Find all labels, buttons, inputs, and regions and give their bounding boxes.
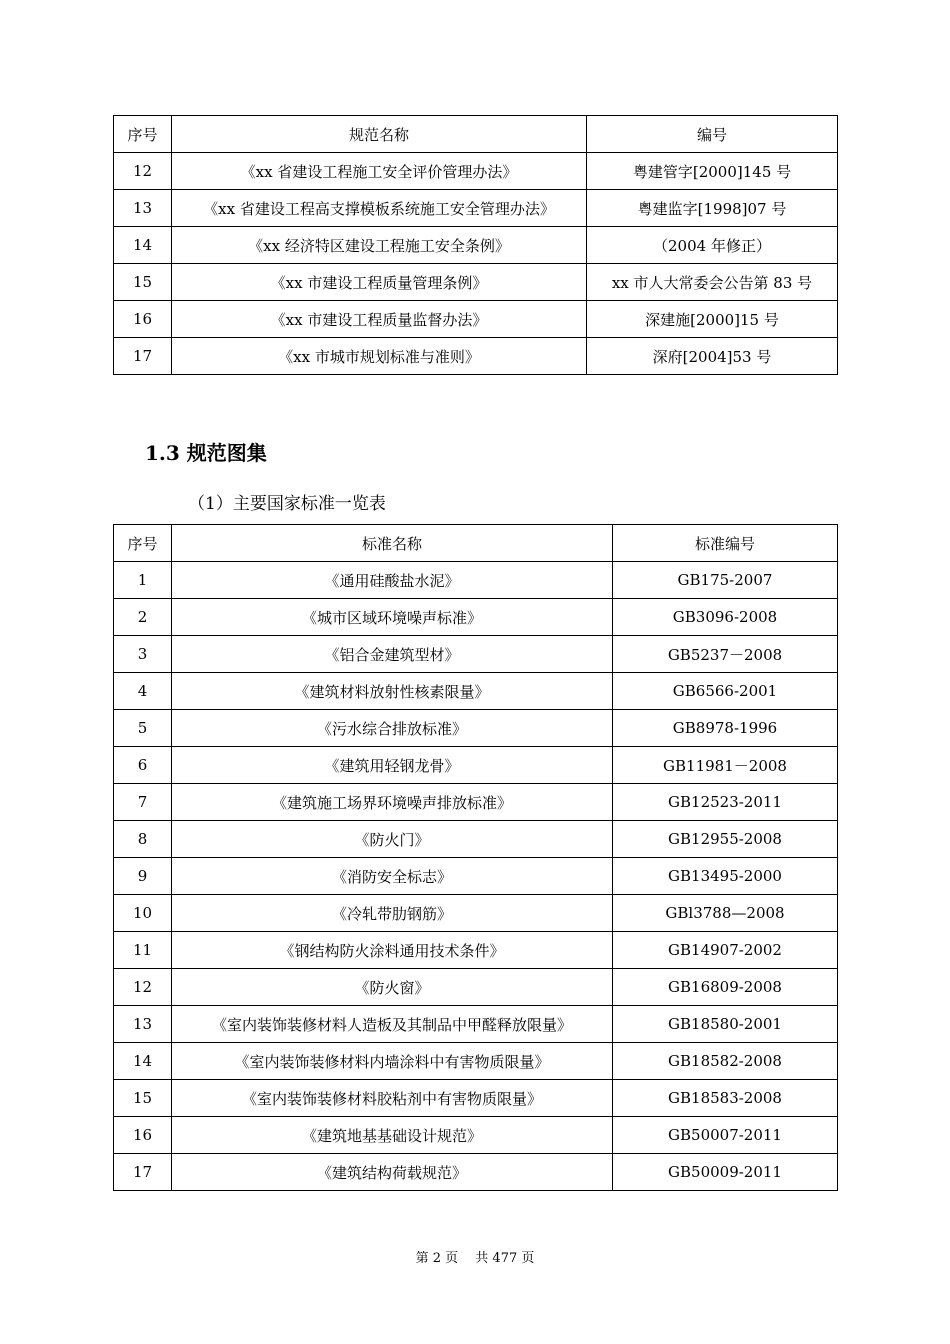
sub-heading: （1）主要国家标准一览表 xyxy=(188,494,386,514)
table-row xyxy=(114,784,838,821)
row-name-cell: 《防火窗》 xyxy=(172,969,613,1006)
row-name-cell: 《城市区域环境噪声标准》 xyxy=(172,599,613,636)
column-header-index: 序号 xyxy=(114,116,172,153)
row-code-cell: GB14907-2002 xyxy=(613,932,838,969)
table-row xyxy=(114,153,838,190)
row-code-cell: GB18580-2001 xyxy=(613,1006,838,1043)
row-index-cell: 14 xyxy=(114,227,172,264)
row-index-cell: 12 xyxy=(114,969,172,1006)
row-name-cell: 《冷轧带肋钢筋》 xyxy=(172,895,613,932)
row-code-cell: GB18582-2008 xyxy=(613,1043,838,1080)
row-code-cell: GB18583-2008 xyxy=(613,1080,838,1117)
table-row xyxy=(114,673,838,710)
table-header-row xyxy=(114,525,838,562)
table-row xyxy=(114,747,838,784)
table-row xyxy=(114,1006,838,1043)
row-name-cell: 《建筑材料放射性核素限量》 xyxy=(172,673,613,710)
row-code-cell: GB175-2007 xyxy=(613,562,838,599)
row-name-cell: 《xx 省建设工程施工安全评价管理办法》 xyxy=(172,153,587,190)
row-name-cell: 《xx 省建设工程高支撑模板系统施工安全管理办法》 xyxy=(172,190,587,227)
row-name-cell: 《xx 市城市规划标准与准则》 xyxy=(172,338,587,375)
table-row xyxy=(114,599,838,636)
table-row xyxy=(114,969,838,1006)
row-index-cell: 17 xyxy=(114,338,172,375)
row-index-cell: 4 xyxy=(114,673,172,710)
column-header-name: 规范名称 xyxy=(172,116,587,153)
column-header-code: 标准编号 xyxy=(613,525,838,562)
row-name-cell: 《xx 市建设工程质量监督办法》 xyxy=(172,301,587,338)
row-index-cell: 1 xyxy=(114,562,172,599)
row-index-cell: 6 xyxy=(114,747,172,784)
row-name-cell: 《xx 市建设工程质量管理条例》 xyxy=(172,264,587,301)
row-code-cell: （2004 年修正） xyxy=(587,227,838,264)
row-index-cell: 9 xyxy=(114,858,172,895)
row-name-cell: 《钢结构防火涂料通用技术条件》 xyxy=(172,932,613,969)
row-code-cell: GB50007-2011 xyxy=(613,1117,838,1154)
row-code-cell: GB5237－2008 xyxy=(613,636,838,673)
row-code-cell: xx 市人大常委会公告第 83 号 xyxy=(587,264,838,301)
table-header-row xyxy=(114,116,838,153)
row-index-cell: 7 xyxy=(114,784,172,821)
row-index-cell: 16 xyxy=(114,301,172,338)
row-name-cell: 《建筑地基基础设计规范》 xyxy=(172,1117,613,1154)
table-row xyxy=(114,338,838,375)
row-index-cell: 15 xyxy=(114,264,172,301)
row-code-cell: 粤建监字[1998]07 号 xyxy=(587,190,838,227)
row-index-cell: 11 xyxy=(114,932,172,969)
row-name-cell: 《铝合金建筑型材》 xyxy=(172,636,613,673)
table-row xyxy=(114,1117,838,1154)
row-code-cell: GB11981－2008 xyxy=(613,747,838,784)
row-code-cell: GB8978-1996 xyxy=(613,710,838,747)
row-name-cell: 《室内装饰装修材料内墙涂料中有害物质限量》 xyxy=(172,1043,613,1080)
row-name-cell: 《xx 经济特区建设工程施工安全条例》 xyxy=(172,227,587,264)
row-code-cell: GB12955-2008 xyxy=(613,821,838,858)
row-code-cell: GB13495-2000 xyxy=(613,858,838,895)
column-header-code: 编号 xyxy=(587,116,838,153)
row-name-cell: 《建筑用轻钢龙骨》 xyxy=(172,747,613,784)
row-name-cell: 《室内装饰装修材料人造板及其制品中甲醛释放限量》 xyxy=(172,1006,613,1043)
row-code-cell: 粤建管字[2000]145 号 xyxy=(587,153,838,190)
table-row xyxy=(114,1154,838,1191)
table-row xyxy=(114,1080,838,1117)
section-heading: 1.3 规范图集 xyxy=(145,441,267,465)
row-index-cell: 8 xyxy=(114,821,172,858)
national-standards-table xyxy=(113,524,838,1191)
row-name-cell: 《消防安全标志》 xyxy=(172,858,613,895)
table-row xyxy=(114,636,838,673)
row-index-cell: 17 xyxy=(114,1154,172,1191)
row-name-cell: 《防火门》 xyxy=(172,821,613,858)
row-code-cell: GB16809-2008 xyxy=(613,969,838,1006)
row-name-cell: 《室内装饰装修材料胶粘剂中有害物质限量》 xyxy=(172,1080,613,1117)
row-index-cell: 12 xyxy=(114,153,172,190)
row-index-cell: 13 xyxy=(114,190,172,227)
row-index-cell: 16 xyxy=(114,1117,172,1154)
column-header-name: 标准名称 xyxy=(172,525,613,562)
column-header-index: 序号 xyxy=(114,525,172,562)
row-code-cell: GB12523-2011 xyxy=(613,784,838,821)
row-index-cell: 5 xyxy=(114,710,172,747)
row-code-cell: GBl3788—2008 xyxy=(613,895,838,932)
table-row xyxy=(114,895,838,932)
row-name-cell: 《建筑结构荷载规范》 xyxy=(172,1154,613,1191)
table-row xyxy=(114,562,838,599)
table-row xyxy=(114,1043,838,1080)
table-row xyxy=(114,190,838,227)
table-row xyxy=(114,858,838,895)
row-name-cell: 《污水综合排放标准》 xyxy=(172,710,613,747)
row-index-cell: 15 xyxy=(114,1080,172,1117)
table-row xyxy=(114,264,838,301)
table-row xyxy=(114,710,838,747)
row-index-cell: 2 xyxy=(114,599,172,636)
row-code-cell: 深建施[2000]15 号 xyxy=(587,301,838,338)
row-code-cell: GB6566-2001 xyxy=(613,673,838,710)
row-index-cell: 14 xyxy=(114,1043,172,1080)
row-index-cell: 10 xyxy=(114,895,172,932)
table-row xyxy=(114,301,838,338)
table-row xyxy=(114,227,838,264)
row-name-cell: 《建筑施工场界环境噪声排放标准》 xyxy=(172,784,613,821)
row-code-cell: 深府[2004]53 号 xyxy=(587,338,838,375)
row-index-cell: 13 xyxy=(114,1006,172,1043)
regulations-table xyxy=(113,115,838,375)
row-index-cell: 3 xyxy=(114,636,172,673)
row-code-cell: GB3096-2008 xyxy=(613,599,838,636)
table-row xyxy=(114,932,838,969)
row-name-cell: 《通用硅酸盐水泥》 xyxy=(172,562,613,599)
row-code-cell: GB50009-2011 xyxy=(613,1154,838,1191)
page-footer: 第 2 页 共 477 页 xyxy=(415,1251,535,1266)
table-row xyxy=(114,821,838,858)
